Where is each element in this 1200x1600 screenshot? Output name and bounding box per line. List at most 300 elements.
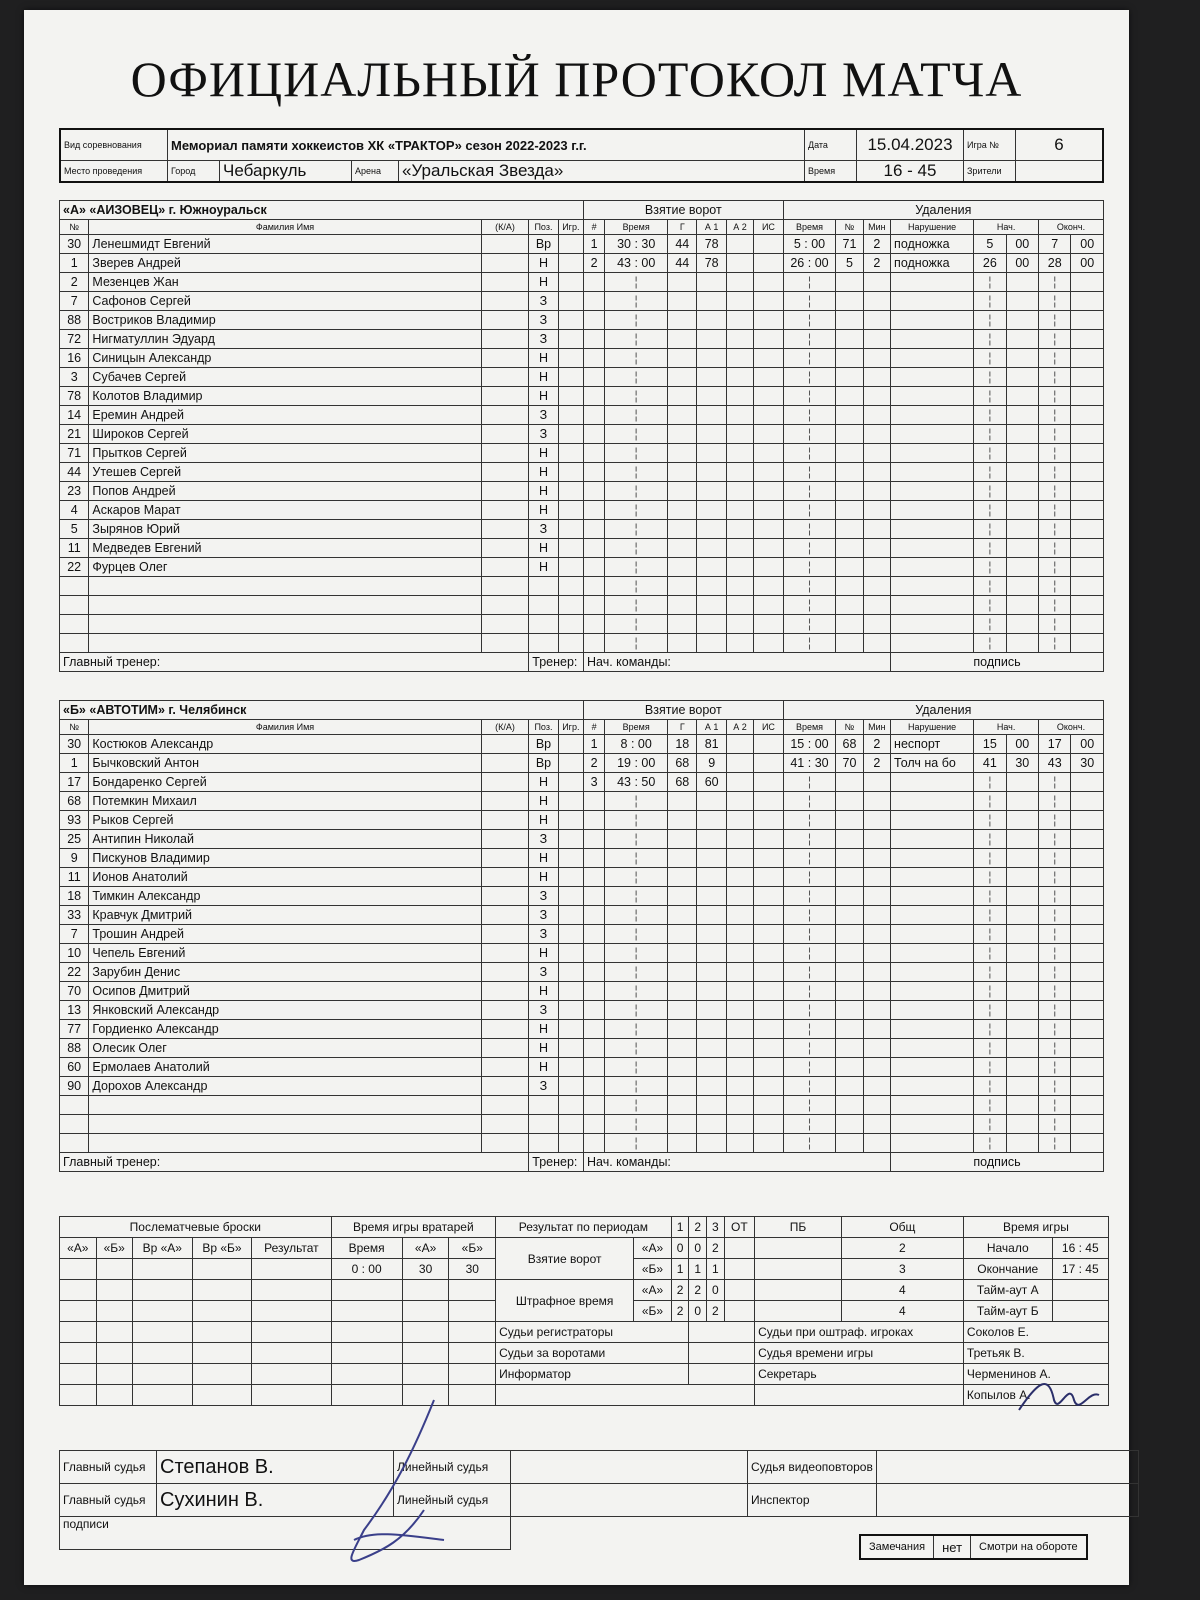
- player-position: Н: [529, 849, 558, 868]
- goal-sec: 00: [637, 737, 652, 751]
- penalty-judge-1: Соколов Е.: [963, 1322, 1108, 1343]
- page-title: ОФИЦИАЛЬНЫЙ ПРОТОКОЛ МАТЧА: [130, 51, 1023, 107]
- player-name: Аскаров Марат: [89, 501, 481, 520]
- arena: «Уральская Звезда»: [399, 161, 805, 183]
- goals-team-a: «А»: [634, 1238, 672, 1259]
- video-referee-label: Судья видеоповторов: [748, 1451, 877, 1484]
- goals-b-p2: 1: [689, 1259, 707, 1280]
- player-number: 77: [60, 1020, 89, 1039]
- player-row: 17 Бондаренко Сергей Н 3 43 : 50 68 60 ¦ ¦ ¦: [60, 773, 1104, 792]
- gk-b-col: «Б»: [449, 1238, 496, 1259]
- player-name: Медведев Евгений: [89, 539, 481, 558]
- player-number: 33: [60, 906, 89, 925]
- remarks-note: Смотри на обороте: [971, 1535, 1087, 1559]
- player-name: Ермолаев Анатолий: [89, 1058, 481, 1077]
- player-name: Пискунов Владимир: [89, 849, 481, 868]
- player-position: Н: [529, 558, 558, 577]
- player-row: ¦ ¦ ¦ ¦: [60, 577, 1104, 596]
- player-position: З: [529, 1077, 558, 1096]
- player-name: Олесик Олег: [89, 1039, 481, 1058]
- pen-minutes: 2: [863, 235, 890, 254]
- player-name: Янковский Александр: [89, 1001, 481, 1020]
- spectators-value: [1016, 161, 1104, 183]
- city-label: Город: [168, 161, 220, 183]
- goals-team-b: «Б»: [634, 1259, 672, 1280]
- chief-referee-1: Степанов В.: [157, 1451, 394, 1484]
- goals-b-total: 3: [841, 1259, 963, 1280]
- secretary-signature: [1014, 1370, 1104, 1420]
- pen-player: 5: [836, 254, 863, 273]
- player-number: 23: [60, 482, 89, 501]
- player-number: 14: [60, 406, 89, 425]
- goal-scorer: 44: [668, 235, 697, 254]
- player-name: Бычковский Антон: [89, 754, 481, 773]
- col-end: Оконч.: [1039, 220, 1104, 235]
- player-number: 21: [60, 425, 89, 444]
- pim-b-p3: 2: [706, 1301, 724, 1322]
- player-number: 4: [60, 501, 89, 520]
- player-row: 44 Утешев Сергей Н ¦ ¦ ¦ ¦: [60, 463, 1104, 482]
- pen-sec: 30: [814, 756, 829, 770]
- col-a2: А 2: [726, 220, 753, 235]
- pim-row-label: Штрафное время: [496, 1280, 634, 1322]
- player-number: 30: [60, 235, 89, 254]
- player-position: Н: [529, 982, 558, 1001]
- player-number: 22: [60, 963, 89, 982]
- player-number: 70: [60, 982, 89, 1001]
- head-coach-label: Главный тренер:: [60, 1153, 529, 1172]
- finish-time: 17 : 45: [1052, 1259, 1108, 1280]
- arena-label: Арена: [352, 161, 399, 183]
- match-header: [59, 128, 1104, 183]
- player-position: З: [529, 1001, 558, 1020]
- player-row: 5 Зырянов Юрий З ¦ ¦ ¦ ¦: [60, 520, 1104, 539]
- col-start: Нач.: [974, 720, 1039, 735]
- goal-number: 1: [583, 735, 604, 754]
- linesman-label-2: Линейный судья: [394, 1484, 511, 1517]
- pen-end-min: 28: [1039, 254, 1071, 273]
- goals-row-label: Взятие ворот: [496, 1238, 634, 1280]
- player-position: Н: [529, 444, 558, 463]
- goal-number: 2: [583, 254, 604, 273]
- player-name: Кравчук Дмитрий: [89, 906, 481, 925]
- col-igr: Игр.: [558, 720, 583, 735]
- team-b-section: [59, 700, 1104, 1172]
- time-label: Время: [805, 161, 857, 183]
- player-number: 93: [60, 811, 89, 830]
- date: 15.04.2023: [857, 129, 964, 161]
- player-row: 25 Антипин Николай З ¦ ¦ ¦ ¦: [60, 830, 1104, 849]
- secretary-label: Секретарь: [755, 1364, 964, 1385]
- period-2: 2: [689, 1217, 707, 1238]
- player-row: 30 Ленешмидт Евгений Вр 1 30 : 30 44 78 5 : 00 71 2 подножка 5 00 7 00: [60, 235, 1104, 254]
- time-judge-name: Черменинов А.: [963, 1364, 1108, 1385]
- player-number: 11: [60, 868, 89, 887]
- pen-end-sec: 30: [1071, 754, 1104, 773]
- pen-end-sec: 00: [1071, 254, 1104, 273]
- goal-assist-1: 81: [697, 735, 726, 754]
- player-position: Н: [529, 254, 558, 273]
- player-position: Н: [529, 792, 558, 811]
- player-row: 9 Пискунов Владимир Н ¦ ¦ ¦ ¦: [60, 849, 1104, 868]
- goals-a-total: 2: [841, 1238, 963, 1259]
- begin-label: Начало: [963, 1238, 1052, 1259]
- pim-a-p2: 2: [689, 1280, 707, 1301]
- pen-end-sec: 00: [1071, 735, 1104, 754]
- player-position: Н: [529, 868, 558, 887]
- col-goal-g: Г: [668, 720, 697, 735]
- time-judge-label: Судья времени игры: [755, 1343, 964, 1364]
- protocol-sheet: [24, 10, 1129, 1585]
- player-position: З: [529, 520, 558, 539]
- col-pen-min: Мин: [863, 720, 890, 735]
- col-is: ИС: [754, 220, 783, 235]
- goal-scorer: 18: [668, 735, 697, 754]
- pen-start-min: 26: [974, 254, 1006, 273]
- player-name: Ленешмидт Евгений: [89, 235, 481, 254]
- col-pen-no: №: [836, 720, 863, 735]
- player-row: 14 Еремин Андрей З ¦ ¦ ¦ ¦: [60, 406, 1104, 425]
- player-position: Вр: [529, 235, 558, 254]
- chief-referee-label-1: Главный судья: [60, 1451, 157, 1484]
- player-name: Потемкин Михаил: [89, 792, 481, 811]
- player-position: З: [529, 330, 558, 349]
- col-goal-time: Время: [605, 220, 668, 235]
- pen-start-min: 41: [974, 754, 1006, 773]
- player-row: 11 Ионов Анатолий Н ¦ ¦ ¦ ¦: [60, 868, 1104, 887]
- col-igr: Игр.: [558, 220, 583, 235]
- player-position: З: [529, 292, 558, 311]
- date-label: Дата: [805, 129, 857, 161]
- col-pos: Поз.: [529, 720, 558, 735]
- goal-min: 43: [617, 775, 631, 789]
- pen-min: 15: [790, 737, 805, 751]
- pen-start-min: 5: [974, 235, 1006, 254]
- player-row: 1 Зверев Андрей Н 2 43 : 00 44 78 26 : 00 5 2 подножка 26 00 28 00: [60, 254, 1104, 273]
- signature-label: подпись: [891, 653, 1104, 672]
- player-number: 9: [60, 849, 89, 868]
- player-row: 33 Кравчук Дмитрий З ¦ ¦ ¦ ¦: [60, 906, 1104, 925]
- player-row: 30 Костюков Александр Вр 1 8 : 00 18 81 15 : 00 68 2 неспорт 15 00 17 00: [60, 735, 1104, 754]
- begin-time: 16 : 45: [1052, 1238, 1108, 1259]
- remarks-value: нет: [934, 1535, 971, 1559]
- game-number: 6: [1016, 129, 1104, 161]
- player-row: 7 Трошин Андрей З ¦ ¦ ¦ ¦: [60, 925, 1104, 944]
- player-row: 16 Синицын Александр Н ¦ ¦ ¦ ¦: [60, 349, 1104, 368]
- player-position: Н: [529, 1058, 558, 1077]
- goals-a-p1: 0: [671, 1238, 689, 1259]
- player-number: 1: [60, 254, 89, 273]
- shootout-b: «Б»: [96, 1238, 132, 1259]
- player-position: З: [529, 311, 558, 330]
- player-name: Зырянов Юрий: [89, 520, 481, 539]
- player-row: 13 Янковский Александр З ¦ ¦ ¦ ¦: [60, 1001, 1104, 1020]
- player-name: Прытков Сергей: [89, 444, 481, 463]
- goal-judges: Судьи за воротами: [496, 1343, 689, 1364]
- col-goal-time: Время: [605, 720, 668, 735]
- trainer-label: Тренер:: [529, 653, 584, 672]
- goal-assist-1: 60: [697, 773, 726, 792]
- pen-min: 26: [790, 256, 805, 270]
- player-position: Вр: [529, 735, 558, 754]
- inspector-label: Инспектор: [748, 1484, 877, 1517]
- player-name: Гордиенко Александр: [89, 1020, 481, 1039]
- gk-time-label: Время игры вратарей: [331, 1217, 496, 1238]
- player-row: 3 Субачев Сергей Н ¦ ¦ ¦ ¦: [60, 368, 1104, 387]
- col-pen-min: Мин: [863, 220, 890, 235]
- head-coach-label: Главный тренер:: [60, 653, 529, 672]
- col-name: Фамилия Имя: [89, 220, 481, 235]
- player-number: 7: [60, 292, 89, 311]
- period-3: 3: [706, 1217, 724, 1238]
- col-goal-num: #: [583, 720, 604, 735]
- col-violation: Нарушение: [891, 220, 974, 235]
- goal-scorer: 44: [668, 254, 697, 273]
- player-number: 3: [60, 368, 89, 387]
- player-position: З: [529, 425, 558, 444]
- goal-sec: 00: [641, 756, 656, 770]
- col-a1: А 1: [697, 220, 726, 235]
- player-name: Чепель Евгений: [89, 944, 481, 963]
- goals-b-p1: 1: [671, 1259, 689, 1280]
- pen-player: 70: [836, 754, 863, 773]
- pim-b-p1: 2: [671, 1301, 689, 1322]
- goal-number: 1: [583, 235, 604, 254]
- goals-a-p3: 2: [706, 1238, 724, 1259]
- remarks-label: Замечания: [860, 1535, 934, 1559]
- signature-label: подпись: [891, 1153, 1104, 1172]
- registrar-judges: Судьи регистраторы: [496, 1322, 689, 1343]
- player-row: 90 Дорохов Александр З ¦ ¦ ¦ ¦: [60, 1077, 1104, 1096]
- player-name: Колотов Владимир: [89, 387, 481, 406]
- goals-label: Взятие ворот: [583, 701, 783, 720]
- player-name: Ионов Анатолий: [89, 868, 481, 887]
- city: Чебаркуль: [220, 161, 352, 183]
- goals-a-p2: 0: [689, 1238, 707, 1259]
- secretary-name: Копылов А.: [963, 1385, 1108, 1406]
- player-name: Фурцев Олег: [89, 558, 481, 577]
- player-row: ¦ ¦ ¦ ¦: [60, 1134, 1104, 1153]
- player-name: Трошин Андрей: [89, 925, 481, 944]
- linesman-label-1: Линейный судья: [394, 1451, 511, 1484]
- total: Общ: [841, 1217, 963, 1238]
- team-title: «Б» «АВТОТИМ» г. Челябинск: [60, 701, 584, 720]
- col-a1: А 1: [697, 720, 726, 735]
- pen-violation: подножка: [891, 235, 974, 254]
- player-row: 7 Сафонов Сергей З ¦ ¦ ¦ ¦: [60, 292, 1104, 311]
- pen-end-min: 7: [1039, 235, 1071, 254]
- player-position: Н: [529, 811, 558, 830]
- col-violation: Нарушение: [891, 720, 974, 735]
- pim-a-p3: 0: [706, 1280, 724, 1301]
- player-name: Мезенцев Жан: [89, 273, 481, 292]
- col-is: ИС: [754, 720, 783, 735]
- player-position: З: [529, 406, 558, 425]
- pen-start-sec: 30: [1006, 754, 1038, 773]
- player-number: 88: [60, 311, 89, 330]
- player-name: Тимкин Александр: [89, 887, 481, 906]
- player-row: 93 Рыков Сергей Н ¦ ¦ ¦ ¦: [60, 811, 1104, 830]
- trainer-label: Тренер:: [529, 1153, 584, 1172]
- player-position: Н: [529, 463, 558, 482]
- player-row: ¦ ¦ ¦ ¦: [60, 1096, 1104, 1115]
- player-number: 78: [60, 387, 89, 406]
- shootout-result: Результат: [252, 1238, 331, 1259]
- goal-number: 2: [583, 754, 604, 773]
- shootout-a: «А»: [60, 1238, 97, 1259]
- player-name: Широков Сергей: [89, 425, 481, 444]
- pen-player: 68: [836, 735, 863, 754]
- player-row: 18 Тимкин Александр З ¦ ¦ ¦ ¦: [60, 887, 1104, 906]
- player-row: 88 Олесик Олег Н ¦ ¦ ¦ ¦: [60, 1039, 1104, 1058]
- goal-assist-1: 78: [697, 235, 726, 254]
- shootout-label: Послематчевые броски: [60, 1217, 332, 1238]
- player-position: Н: [529, 773, 558, 792]
- player-row: 4 Аскаров Марат Н ¦ ¦ ¦ ¦: [60, 501, 1104, 520]
- player-number: 22: [60, 558, 89, 577]
- player-position: З: [529, 925, 558, 944]
- pen-minutes: 2: [863, 754, 890, 773]
- shootout: ПБ: [755, 1217, 842, 1238]
- player-position: Н: [529, 501, 558, 520]
- player-number: 18: [60, 887, 89, 906]
- pen-minutes: 2: [863, 735, 890, 754]
- player-number: 25: [60, 830, 89, 849]
- player-row: ¦ ¦ ¦ ¦: [60, 596, 1104, 615]
- goals-label: Взятие ворот: [583, 201, 783, 220]
- player-name: Зверев Андрей: [89, 254, 481, 273]
- goal-sec: 30: [641, 237, 656, 251]
- player-position: Вр: [529, 754, 558, 773]
- col-ka: (К/А): [481, 220, 529, 235]
- player-name: Субачев Сергей: [89, 368, 481, 387]
- timeout-a: Тайм-аут А: [963, 1280, 1052, 1301]
- player-number: 88: [60, 1039, 89, 1058]
- player-name: Утешев Сергей: [89, 463, 481, 482]
- team-a-section: [59, 200, 1104, 672]
- player-row: 70 Осипов Дмитрий Н ¦ ¦ ¦ ¦: [60, 982, 1104, 1001]
- player-row: 1 Бычковский Антон Вр 2 19 : 00 68 9 41 : 30 70 2 Толч на бо 41 30 43 30: [60, 754, 1104, 773]
- player-name: Зарубин Денис: [89, 963, 481, 982]
- col-name: Фамилия Имя: [89, 720, 481, 735]
- competition: Мемориал памяти хоккеистов ХК «ТРАКТОР» сезон 2022-2023 г.г.: [168, 129, 805, 161]
- player-number: 5: [60, 520, 89, 539]
- informer-label: Информатор: [496, 1364, 689, 1385]
- referee-signature: [324, 1390, 464, 1570]
- player-position: Н: [529, 944, 558, 963]
- player-name: Нигматуллин Эдуард: [89, 330, 481, 349]
- pim-b-total: 4: [841, 1301, 963, 1322]
- player-number: 60: [60, 1058, 89, 1077]
- team-chief-label: Нач. команды:: [583, 1153, 890, 1172]
- pen-end-min: 43: [1039, 754, 1071, 773]
- player-number: 11: [60, 539, 89, 558]
- goal-scorer: 68: [668, 773, 697, 792]
- penalty-judge-2: Третьяк В.: [963, 1343, 1108, 1364]
- period-1: 1: [671, 1217, 689, 1238]
- player-name: Еремин Андрей: [89, 406, 481, 425]
- pim-team-b: «Б»: [634, 1301, 672, 1322]
- player-row: 68 Потемкин Михаил Н ¦ ¦ ¦ ¦: [60, 792, 1104, 811]
- player-number: 71: [60, 444, 89, 463]
- col-pen-time: Время: [783, 720, 836, 735]
- col-pen-time: Время: [783, 220, 836, 235]
- player-number: 13: [60, 1001, 89, 1020]
- player-row: ¦ ¦ ¦ ¦: [60, 1115, 1104, 1134]
- team-chief-label: Нач. команды:: [583, 653, 890, 672]
- player-position: Н: [529, 1020, 558, 1039]
- player-row: 2 Мезенцев Жан Н ¦ ¦ ¦ ¦: [60, 273, 1104, 292]
- goal-min: 8: [620, 737, 628, 751]
- goal-sec: 00: [641, 256, 656, 270]
- goal-min: 19: [617, 756, 631, 770]
- player-number: 7: [60, 925, 89, 944]
- player-number: 30: [60, 735, 89, 754]
- player-position: Н: [529, 387, 558, 406]
- player-row: 21 Широков Сергей З ¦ ¦ ¦ ¦: [60, 425, 1104, 444]
- col-start: Нач.: [974, 220, 1039, 235]
- player-row: 71 Прытков Сергей Н ¦ ¦ ¦ ¦: [60, 444, 1104, 463]
- pen-violation: подножка: [891, 254, 974, 273]
- player-position: З: [529, 963, 558, 982]
- col-end: Оконч.: [1039, 720, 1104, 735]
- player-position: Н: [529, 349, 558, 368]
- player-name: Сафонов Сергей: [89, 292, 481, 311]
- pen-player: 71: [836, 235, 863, 254]
- player-row: 77 Гордиенко Александр Н ¦ ¦ ¦ ¦: [60, 1020, 1104, 1039]
- pen-min: 5: [793, 237, 801, 251]
- pen-violation: неспорт: [891, 735, 974, 754]
- pen-minutes: 2: [863, 254, 890, 273]
- player-position: Н: [529, 1039, 558, 1058]
- player-number: 17: [60, 773, 89, 792]
- player-row: 10 Чепель Евгений Н ¦ ¦ ¦ ¦: [60, 944, 1104, 963]
- player-position: З: [529, 887, 558, 906]
- goal-number: 3: [583, 773, 604, 792]
- gk-time-col: Время: [331, 1238, 402, 1259]
- col-goal-num: #: [583, 220, 604, 235]
- player-name: Антипин Николай: [89, 830, 481, 849]
- player-row: 78 Колотов Владимир Н ¦ ¦ ¦ ¦: [60, 387, 1104, 406]
- col-pen-no: №: [836, 220, 863, 235]
- player-position: З: [529, 830, 558, 849]
- player-row: ¦ ¦ ¦ ¦: [60, 615, 1104, 634]
- summary-block: [59, 1216, 1109, 1406]
- shootout-gk-a: Вр «А»: [132, 1238, 192, 1259]
- pen-sec: 00: [814, 737, 829, 751]
- player-row: 60 Ермолаев Анатолий Н ¦ ¦ ¦ ¦: [60, 1058, 1104, 1077]
- pen-violation: Толч на бо: [891, 754, 974, 773]
- player-number: 2: [60, 273, 89, 292]
- col-ka: (К/А): [481, 720, 529, 735]
- pim-a-p1: 2: [671, 1280, 689, 1301]
- player-row: 22 Зарубин Денис З ¦ ¦ ¦ ¦: [60, 963, 1104, 982]
- player-row: 72 Нигматуллин Эдуард З ¦ ¦ ¦ ¦: [60, 330, 1104, 349]
- signatures-label: подписи: [60, 1517, 511, 1550]
- player-row: 23 Попов Андрей Н ¦ ¦ ¦ ¦: [60, 482, 1104, 501]
- timeout-b: Тайм-аут Б: [963, 1301, 1052, 1322]
- pen-start-sec: 00: [1006, 254, 1038, 273]
- col-no: №: [60, 220, 89, 235]
- pen-sec: 00: [814, 256, 829, 270]
- goal-assist-1: 9: [697, 754, 726, 773]
- pim-b-p2: 0: [689, 1301, 707, 1322]
- col-a2: А 2: [726, 720, 753, 735]
- goal-min: 30: [617, 237, 631, 251]
- pen-start-sec: 00: [1006, 235, 1038, 254]
- player-number: 16: [60, 349, 89, 368]
- player-row: 11 Медведев Евгений Н ¦ ¦ ¦ ¦: [60, 539, 1104, 558]
